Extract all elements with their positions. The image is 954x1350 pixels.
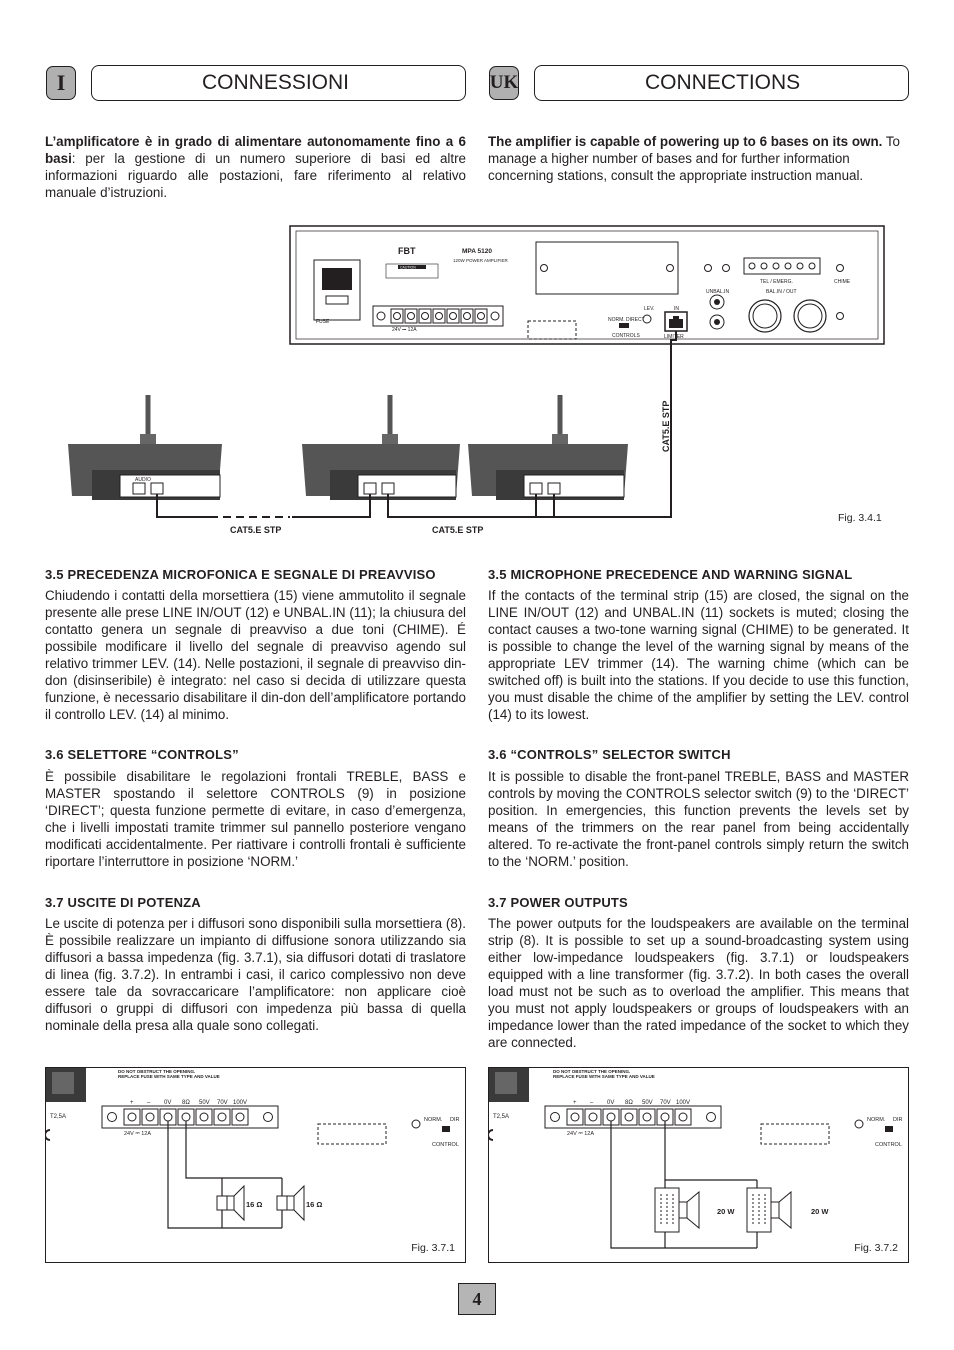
amp-model: MPA 5120 xyxy=(462,248,492,255)
intro-it-rest: : per la gestione di un numero superiore di basi ed altre informazioni riguardo alle postazioni, fare riferimento al relativo manuale d’istruzioni. xyxy=(45,151,466,200)
figure-3-4-1 xyxy=(40,220,920,540)
intro-en-bold: The amplifier is capable of powering up to 6 bases on its own. xyxy=(488,134,883,149)
svg-text:0V: 0V xyxy=(607,1100,615,1106)
dir-label: DIR xyxy=(893,1117,903,1123)
svg-text:50V: 50V xyxy=(642,1100,653,1106)
section-text-3-5-it: Chiudendo i contatti della morsettiera (15) viene ammutolito il segnale presente alle prese LINE IN/OUT (12) e UNBAL.IN (11); la chiusura del contatto genera un segnale di preavviso a due toni (CHIME). É possibile modificare il livello del segnale di preavviso agendo sul relativo trimmer LEV. (14). Nelle postazioni, il segnale di preavviso din-don (disinseribile) è integrato: nel caso si decida di utilizzare questa funzione, è necessario disabilitare il din-don dell’amplificatore portando il controllo LEV. (14) al minimo. xyxy=(45,588,466,722)
warning-text-2: REPLACE FUSE WITH SAME TYPE AND VALUE xyxy=(553,1074,655,1079)
caution-label: CAUTION xyxy=(400,265,416,270)
speaker-1-power: 20 W xyxy=(717,1207,735,1216)
section-title-3-5-it: 3.5 PRECEDENZA MICROFONICA E SEGNALE DI PREAVVISO xyxy=(45,567,436,582)
section-text-3-7-en: The power outputs for the loudspeakers are available on the terminal strip (8). It is possible to set up a sound-broadcasting system using either low-impedance loudspeakers (fig. 3.7.1) or loudspeakers equipped with a line transformer (fig. 3.7.2). In both cases the overall load must not be such as to overload the amplifier. This means that you must not apply loudspeakers or groups of loudspeakers with an impedance lower than the rated impedance of the socket to which they are connected. xyxy=(488,916,909,1050)
fuse-rating: T2,5A xyxy=(50,1114,67,1120)
amp-subtitle: 120W POWER AMPLIFIER xyxy=(453,258,508,263)
svg-text:+: + xyxy=(573,1100,577,1106)
section-title-3-6-it: 3.6 SELETTORE “CONTROLS” xyxy=(45,747,239,762)
svg-text:8Ω: 8Ω xyxy=(182,1100,190,1106)
unbal-in-label: UNBAL.IN xyxy=(706,289,730,295)
intro-it-bold: L’amplificatore è in grado di alimentare autonomamente fino a 6 basi xyxy=(45,134,466,166)
figure-caption-3-7-2: Fig. 3.7.2 xyxy=(854,1242,898,1254)
fuse-label: FUSE xyxy=(316,319,330,325)
section-title-3-5-en: 3.5 MICROPHONE PRECEDENCE AND WARNING SIGNAL xyxy=(488,567,853,582)
chime-label: CHIME xyxy=(834,279,851,285)
warning-text-1: DO NOT OBSTRUCT THE OPENING. xyxy=(553,1069,631,1074)
section-title-3-6-en: 3.6 “CONTROLS” SELECTOR SWITCH xyxy=(488,747,731,762)
norm-direct-label: NORM. DIRECT xyxy=(608,317,645,323)
controls-label: CONTROL xyxy=(432,1142,459,1148)
intro-en-rest: To manage a higher number of bases and for further information concerning stations, consult the appropriate instruction manual. xyxy=(488,134,900,183)
figure-3-7-2 xyxy=(488,1067,909,1263)
section-text-3-7-it: Le uscite di potenza per i diffusori sono disponibili sulla morsettiera (8). È possibile realizzare un impianto di diffusione sonora utilizzando sia diffusori a bassa impedenza (fig. 3.7.1), sia diffusori dotati di traslatore di linea (fig. 3.7.2). In entrambi i casi, il carico complessivo non deve essere tale da sovraccaricare l’amplificatore: non applicare cioè diffusori o gruppi di diffusori con impedenza più bassa di quella nominale della presa alla quale sono collegati. xyxy=(45,916,466,1033)
amplifier-rear-panel xyxy=(290,226,884,344)
svg-text:100V: 100V xyxy=(233,1100,248,1106)
section-heading-uk xyxy=(534,65,909,101)
speaker-1-impedance: 16 Ω xyxy=(246,1200,263,1209)
section-text-3-6-it: È possibile disabilitare le regolazioni frontali TREBLE, BASS e MASTER spostando il selettore CONTROLS (9) in posizione ‘DIRECT’; questa funzione permette di evitare, in caso d’emergenza, che i livelli impostati tramite trimmer sul pannello posteriore vengano modificati accidentalmente. Per riattivare i controlli frontali è sufficiente riportare l’interruttore in posizione ‘NORM.’ xyxy=(45,769,466,869)
controls-label: CONTROLS xyxy=(612,333,640,339)
svg-text:100V: 100V xyxy=(676,1100,691,1106)
rj45-in-label: IN xyxy=(674,306,679,312)
dir-label: DIR xyxy=(450,1117,460,1123)
controls-label: CONTROL xyxy=(875,1142,902,1148)
svg-text:0V: 0V xyxy=(164,1100,172,1106)
fuse-rating: T2,5A xyxy=(493,1114,510,1120)
station-1 xyxy=(68,395,222,517)
svg-text:70V: 70V xyxy=(217,1100,228,1106)
figure-caption-3-4-1: Fig. 3.4.1 xyxy=(838,512,882,524)
audio-label: AUDIO xyxy=(135,477,151,483)
cable-label-vertical: CAT5.E STP xyxy=(661,400,671,452)
svg-text:50V: 50V xyxy=(199,1100,210,1106)
section-text-3-6-en: It is possible to disable the front-panel TREBLE, BASS and MASTER controls by moving the CONTROLS selector switch (9) to the ‘DIRECT’ position. In emergencies, this function prevents the levels set by means of the trimmers on the rear panel from being accidentally altered. To re-activate the front-panel controls simply return the switch to the ‘NORM.’ position. xyxy=(488,769,909,869)
svg-text:–: – xyxy=(590,1100,594,1106)
bal-in-out-label: BAL.IN / OUT xyxy=(766,289,797,295)
section-title-3-7-en: 3.7 POWER OUTPUTS xyxy=(488,895,628,910)
supply-label: 24V ⎓ 12A xyxy=(392,327,417,333)
warning-text-1: DO NOT OBSTRUCT THE OPENING. xyxy=(118,1069,196,1074)
page-title-it: CONNESSIONI xyxy=(202,71,350,94)
intro-it xyxy=(45,133,466,201)
page-title-uk: CONNECTIONS xyxy=(645,71,801,94)
lang-badge-uk: UK xyxy=(489,66,519,100)
page-number: 4 xyxy=(458,1283,496,1315)
lang-badge-it: I xyxy=(46,66,76,100)
svg-text:8Ω: 8Ω xyxy=(625,1100,633,1106)
warning-text-2: REPLACE FUSE WITH SAME TYPE AND VALUE xyxy=(118,1074,220,1079)
intro-en xyxy=(488,133,909,184)
cable-label-left: CAT5.E STP xyxy=(230,525,282,535)
svg-text:–: – xyxy=(147,1100,151,1106)
supply-label: 24V ⎓ 12A xyxy=(567,1131,595,1137)
svg-text:+: + xyxy=(130,1100,134,1106)
figure-caption-3-7-1: Fig. 3.7.1 xyxy=(411,1242,455,1254)
supply-label: 24V ⎓ 12A xyxy=(124,1131,152,1137)
section-text-3-5-en: If the contacts of the terminal strip (15) are closed, the signal on the LINE IN/OUT (12) and UNBAL.IN (11) sockets is muted; closing the contact causes a two-tone warning signal (CHIME) to be generated. It is possible to change the level of the warning signal by means of the appropriate LEV trimmer (14). The warning chime (which can be switched off) is built into the stations. If you decide to use this function, you must disable the chime of the amplifier by setting the LEV. control (14) to its lowest. xyxy=(488,588,909,722)
station-3 xyxy=(468,395,628,517)
speaker-2-impedance: 16 Ω xyxy=(306,1200,323,1209)
lev-label: LEV. xyxy=(644,306,655,312)
cable-label-mid: CAT5.E STP xyxy=(432,525,484,535)
norm-label: NORM. xyxy=(424,1117,443,1123)
speaker-2-power: 20 W xyxy=(811,1207,829,1216)
tel-emerg-label: TEL / EMERG. xyxy=(760,279,793,285)
limiter-label: LIMITER xyxy=(664,334,684,340)
section-heading-it xyxy=(91,65,466,101)
svg-text:70V: 70V xyxy=(660,1100,671,1106)
section-title-3-7-it: 3.7 USCITE DI POTENZA xyxy=(45,895,201,910)
norm-label: NORM. xyxy=(867,1117,886,1123)
figure-3-7-1 xyxy=(45,1067,466,1263)
brand-logo-text: FBT xyxy=(398,246,416,256)
